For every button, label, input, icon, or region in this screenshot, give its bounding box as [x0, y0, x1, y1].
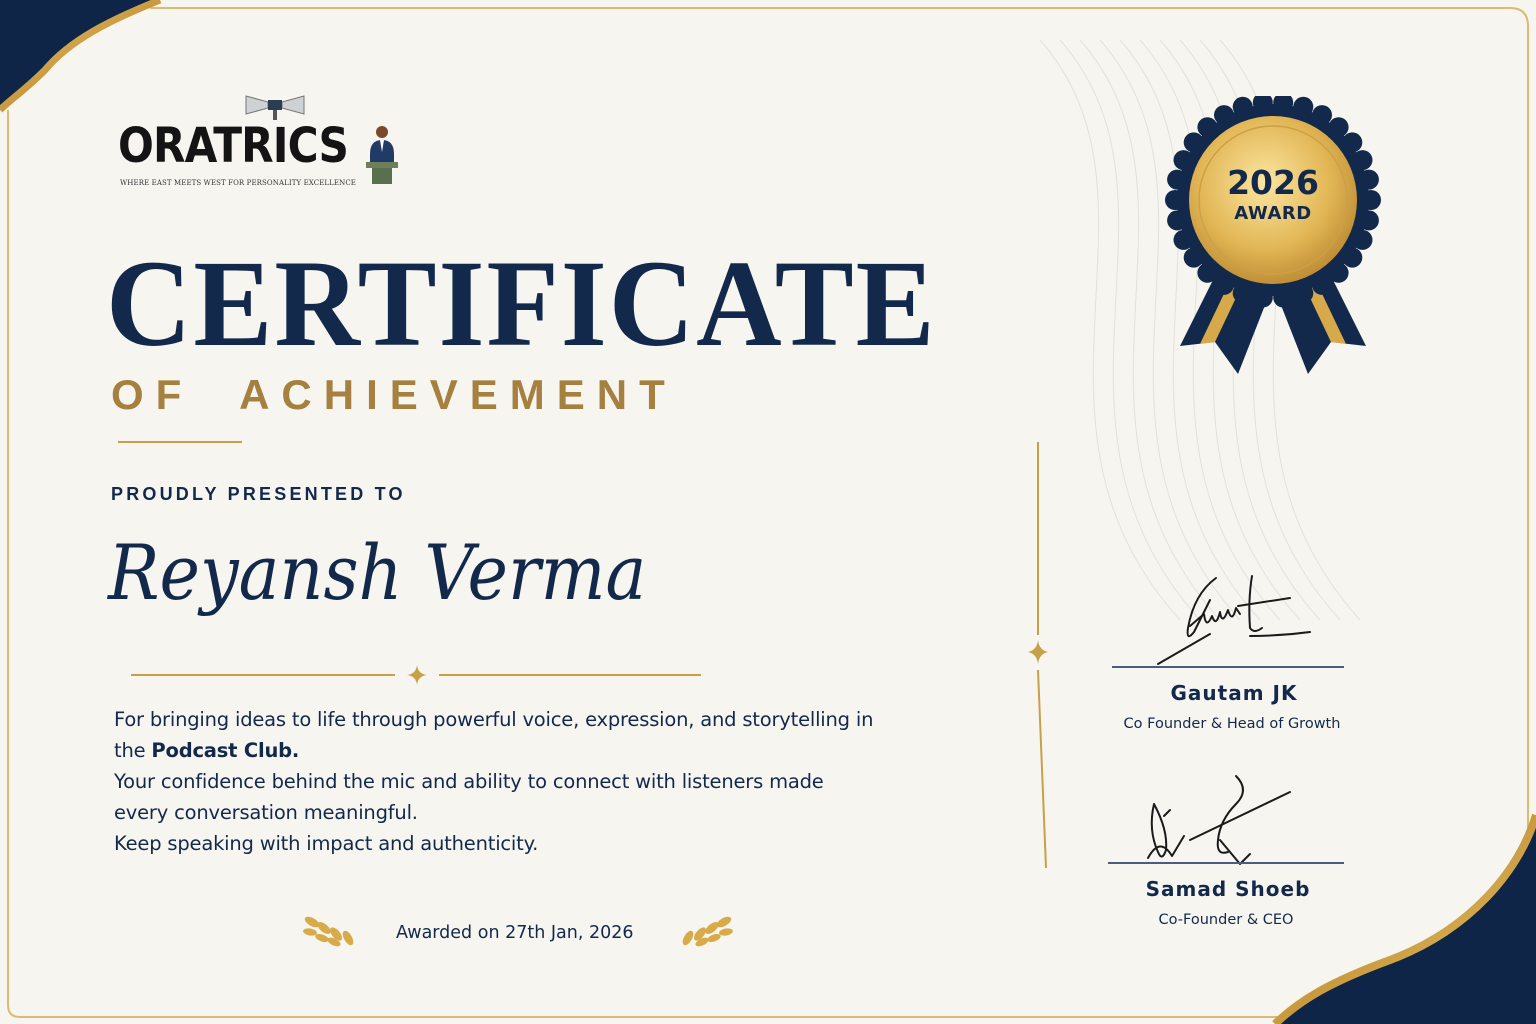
certificate-body: [114, 704, 874, 859]
badge-label: AWARD: [1234, 203, 1312, 224]
badge-year: 2026: [1227, 163, 1319, 202]
megaphone-icon: [240, 88, 310, 122]
oratrics-logo: [110, 88, 410, 198]
laurel-right-icon: [672, 908, 736, 950]
body-line-3: Keep speaking with impact and authenticity.: [114, 832, 539, 855]
certificate-subtitle: OF ACHIEVEMENT: [111, 371, 677, 418]
logo-tagline: WHERE EAST MEETS WEST FOR PERSONALITY EXCELLENCE: [120, 179, 356, 187]
recipient-name: Reyansh Verma: [108, 528, 647, 617]
divider-diamond-icon: [1028, 640, 1048, 664]
signature-gautam-image: [1150, 570, 1320, 668]
award-badge: [1160, 96, 1386, 380]
badge-text: [1160, 163, 1386, 224]
name-rule-left: [131, 674, 395, 676]
logo-wordmark: ORATRICS: [118, 118, 349, 174]
signature-line-2: [1108, 862, 1344, 864]
club-name: Podcast Club.: [151, 739, 300, 762]
rosette-ribbon-icon: [1160, 96, 1386, 380]
body-line-2: Your confidence behind the mic and ability to connect with listeners made every conversation meaningful.: [114, 770, 824, 824]
signer-1-name: Gautam JK: [1170, 681, 1298, 705]
body-line-1: For bringing ideas to life through powerful voice, expression, and storytelling in the Podcast Club.: [114, 708, 874, 762]
awarded-date: Awarded on 27th Jan, 2026: [396, 923, 634, 943]
podium-speaker-icon: [360, 124, 404, 186]
laurel-left-icon: [300, 908, 364, 950]
signer-1-role: Co Founder & Head of Growth: [1123, 716, 1341, 732]
presented-to-label: PROUDLY PRESENTED TO: [111, 484, 406, 504]
signature-line-1: [1112, 666, 1344, 668]
signer-2-role: Co-Founder & CEO: [1158, 912, 1294, 928]
signature-samad-image: [1140, 770, 1300, 870]
diamond-ornament-icon: [406, 664, 428, 686]
vertical-divider: [1018, 440, 1058, 870]
signer-2-name: Samad Shoeb: [1145, 877, 1311, 901]
name-rule-right: [439, 674, 701, 676]
title-underline: [118, 441, 242, 443]
certificate-title: CERTIFICATE: [106, 235, 937, 372]
